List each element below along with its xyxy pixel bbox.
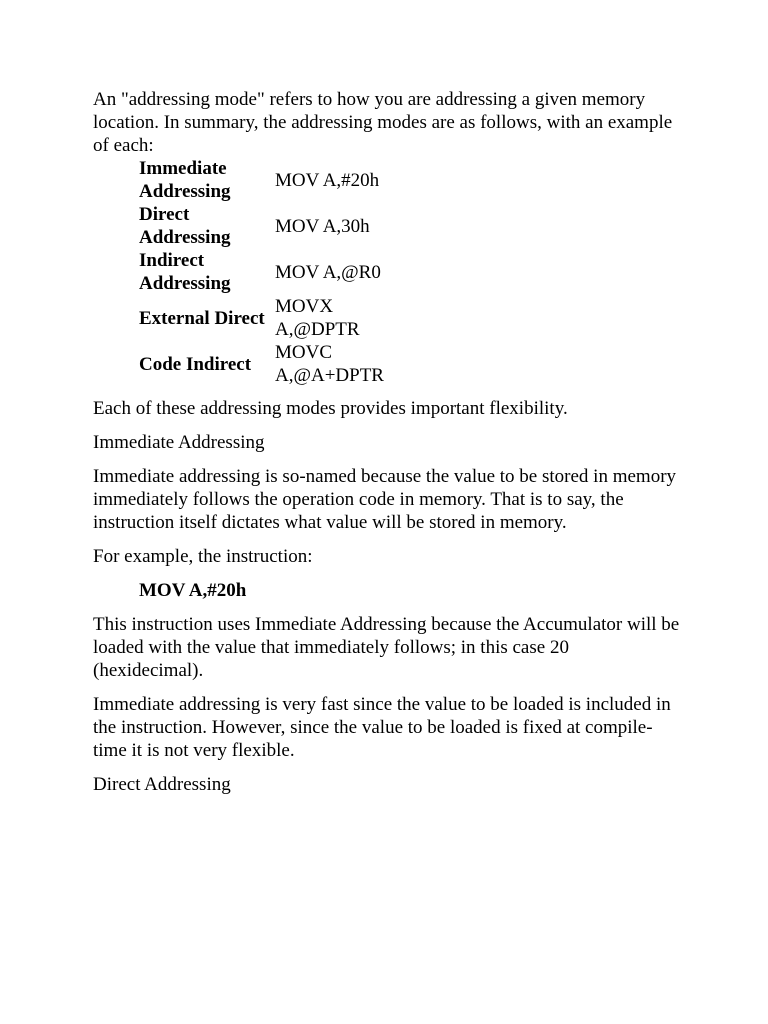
mode-name: Code Indirect [139, 353, 252, 375]
document-page [93, 88, 683, 807]
immediate-paragraph-3: Immediate addressing is very fast since the value to be loaded is included in the instruction. However, since the value to be loaded is fixed at compile-time it is not very flexible. [93, 694, 671, 761]
mode-example: MOVC A,@A+DPTR [275, 342, 384, 386]
section-heading-immediate: Immediate Addressing [93, 432, 265, 453]
table-row [139, 203, 415, 249]
mode-example: MOV A,#20h [275, 169, 380, 191]
mode-name: Indirect Addressing [139, 250, 231, 294]
table-row [139, 249, 415, 295]
mode-name: Immediate Addressing [139, 158, 231, 202]
mode-example: MOV A,30h [275, 215, 370, 237]
mode-name: External Direct [139, 307, 265, 329]
intro-paragraph: An "addressing mode" refers to how you are addressing a given memory location. In summary, the addressing modes are as follows, with an example of each: [93, 89, 673, 156]
section-heading-direct: Direct Addressing [93, 774, 231, 795]
flexibility-paragraph: Each of these addressing modes provides important flexibility. [93, 398, 568, 419]
table-row [139, 341, 415, 387]
table-row [139, 157, 415, 203]
code-example: MOV A,#20h [139, 580, 247, 601]
table-row [139, 295, 415, 341]
mode-name: Direct Addressing [139, 204, 231, 248]
addressing-modes-table [139, 157, 415, 387]
immediate-paragraph-2: This instruction uses Immediate Addressing because the Accumulator will be loaded with the value that immediately follows; in this case 20 (hexidecimal). [93, 614, 680, 681]
mode-example: MOVX A,@DPTR [275, 296, 360, 340]
for-example-paragraph: For example, the instruction: [93, 546, 313, 567]
mode-example: MOV A,@R0 [275, 261, 381, 283]
immediate-paragraph-1: Immediate addressing is so-named because the value to be stored in memory immediately follows the operation code in memory. That is to say, the instruction itself dictates what value will be stored in memory. [93, 466, 677, 533]
